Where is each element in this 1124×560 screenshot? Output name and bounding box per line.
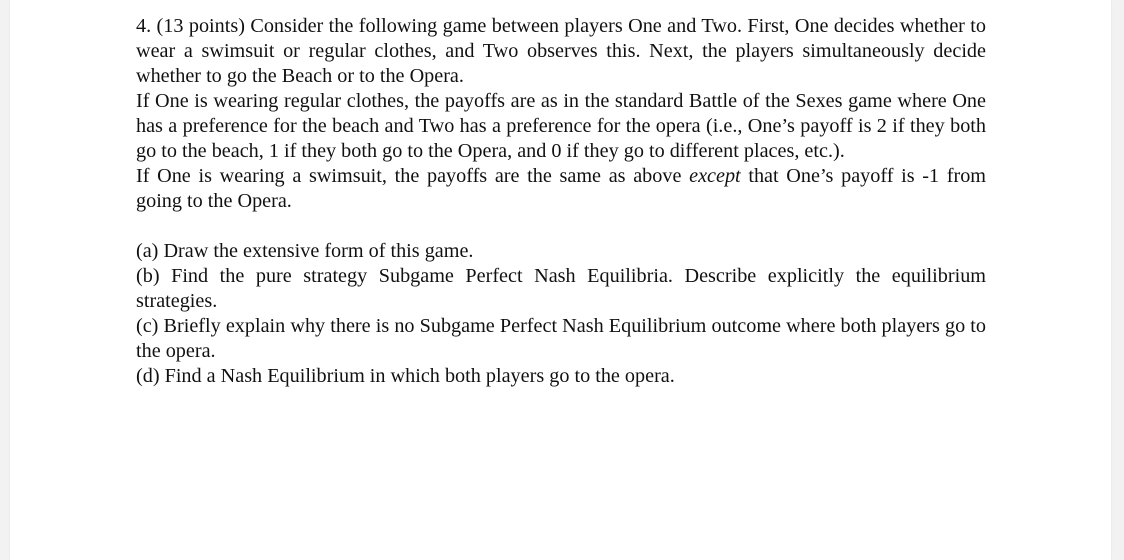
swimsuit-emphasis: except <box>689 165 741 187</box>
problem-text <box>136 14 986 389</box>
question-d: (d) Find a Nash Equilibrium in which both players go to the opera. <box>136 365 675 387</box>
question-a: (a) Draw the extensive form of this game. <box>136 240 474 262</box>
swimsuit-text-before: If One is wearing a swimsuit, the payoffs are the same as above <box>136 165 690 187</box>
swimsuit-text-after: that One’s payoff is -1 from going to the Opera. <box>136 165 987 212</box>
regular-clothes-paragraph: If One is wearing regular clothes, the payoffs are as in the standard Battle of the Sexes game where One has a preference for the beach and Two has a preference for the opera (i.e., One’s payoff is 2 if they both go to the beach, 1 if they both go to the Opera, and 0 if they go to different places, etc.). <box>136 90 986 162</box>
paragraph-gap <box>136 214 986 239</box>
problem-intro: 4. (13 points) Consider the following game between players One and Two. First, One decides whether to wear a swimsuit or regular clothes, and Two observes this. Next, the players simultaneously decide whether to go the Beach or to the Opera. <box>136 15 986 87</box>
document-page <box>10 0 1111 560</box>
swimsuit-paragraph <box>136 164 986 214</box>
question-b: (b) Find the pure strategy Subgame Perfect Nash Equilibria. Describe explicitly the equilibrium strategies. <box>136 265 986 312</box>
question-c: (c) Briefly explain why there is no Subgame Perfect Nash Equilibrium outcome where both players go to the opera. <box>136 315 986 362</box>
